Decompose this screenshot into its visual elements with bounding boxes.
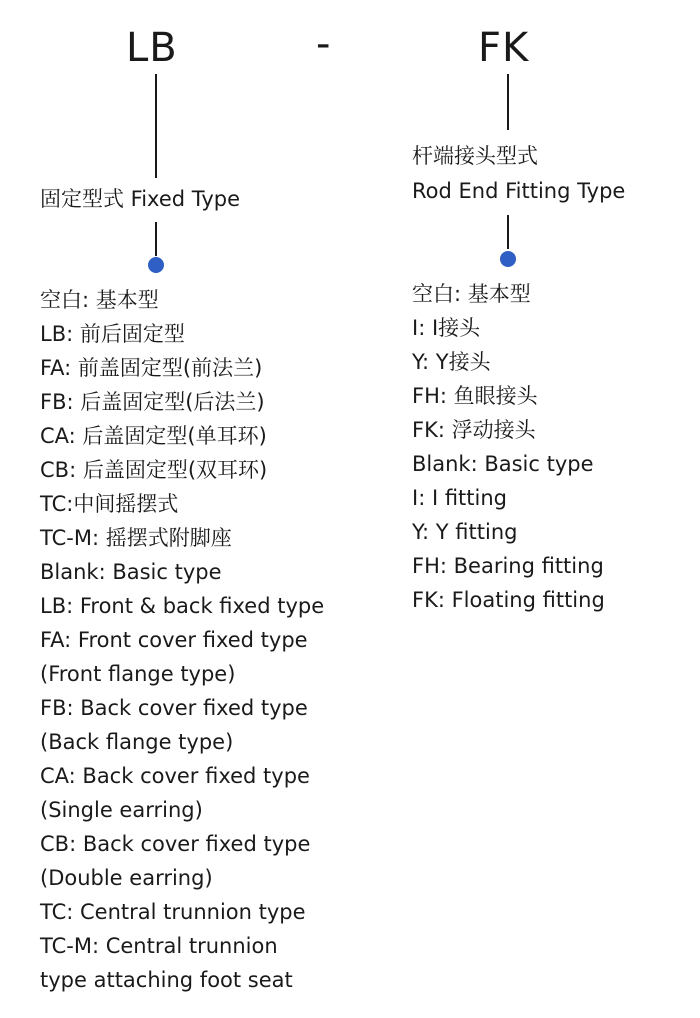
right-item: Y: Y接头 bbox=[412, 350, 491, 374]
left-item: (Double earring) bbox=[40, 866, 213, 890]
left-item: (Single earring) bbox=[40, 798, 203, 822]
right-connector-line-upper bbox=[507, 74, 509, 130]
right-item: FH: Bearing fitting bbox=[412, 554, 604, 578]
right-title-cn: 杆端接头型式 bbox=[412, 144, 538, 168]
left-item: LB: Front & back fixed type bbox=[40, 594, 325, 618]
right-connector-line-lower bbox=[507, 215, 509, 249]
left-item: FA: 前盖固定型(前法兰) bbox=[40, 356, 263, 380]
left-item: LB: 前后固定型 bbox=[40, 322, 185, 346]
left-item: 空白: 基本型 bbox=[40, 288, 159, 312]
right-item: FH: 鱼眼接头 bbox=[412, 384, 538, 408]
left-type-list bbox=[40, 283, 324, 997]
left-item: FB: Back cover fixed type bbox=[40, 696, 308, 720]
separator: - bbox=[316, 21, 332, 67]
left-connector-line-lower bbox=[155, 222, 157, 256]
left-item: CA: 后盖固定型(单耳环) bbox=[40, 424, 267, 448]
left-title: 固定型式 Fixed Type bbox=[40, 187, 241, 211]
right-item: FK: Floating fitting bbox=[412, 588, 605, 612]
right-type-list bbox=[412, 277, 605, 617]
left-connector-dot bbox=[148, 257, 164, 273]
right-connector-dot bbox=[500, 251, 516, 267]
left-item: TC:中间摇摆式 bbox=[40, 492, 179, 516]
left-item: Blank: Basic type bbox=[40, 560, 222, 584]
right-code: FK bbox=[478, 25, 530, 71]
left-code: LB bbox=[126, 25, 178, 71]
left-item: FB: 后盖固定型(后法兰) bbox=[40, 390, 265, 414]
right-item: Blank: Basic type bbox=[412, 452, 594, 476]
right-item: FK: 浮动接头 bbox=[412, 418, 536, 442]
left-connector-line-upper bbox=[155, 74, 157, 178]
left-item: (Back flange type) bbox=[40, 730, 234, 754]
right-item: Y: Y fitting bbox=[412, 520, 518, 544]
left-item: TC: Central trunnion type bbox=[40, 900, 306, 924]
right-item: I: I接头 bbox=[412, 316, 481, 340]
left-item: type attaching foot seat bbox=[40, 968, 293, 992]
left-item: CA: Back cover fixed type bbox=[40, 764, 310, 788]
left-item: CB: Back cover fixed type bbox=[40, 832, 311, 856]
right-title-en: Rod End Fitting Type bbox=[412, 179, 626, 203]
left-item: CB: 后盖固定型(双耳环) bbox=[40, 458, 268, 482]
right-item: I: I fitting bbox=[412, 486, 507, 510]
left-item: TC-M: 摇摆式附脚座 bbox=[40, 526, 232, 550]
left-item: FA: Front cover fixed type bbox=[40, 628, 308, 652]
left-item: TC-M: Central trunnion bbox=[40, 934, 278, 958]
left-item: (Front flange type) bbox=[40, 662, 236, 686]
right-item: 空白: 基本型 bbox=[412, 282, 531, 306]
